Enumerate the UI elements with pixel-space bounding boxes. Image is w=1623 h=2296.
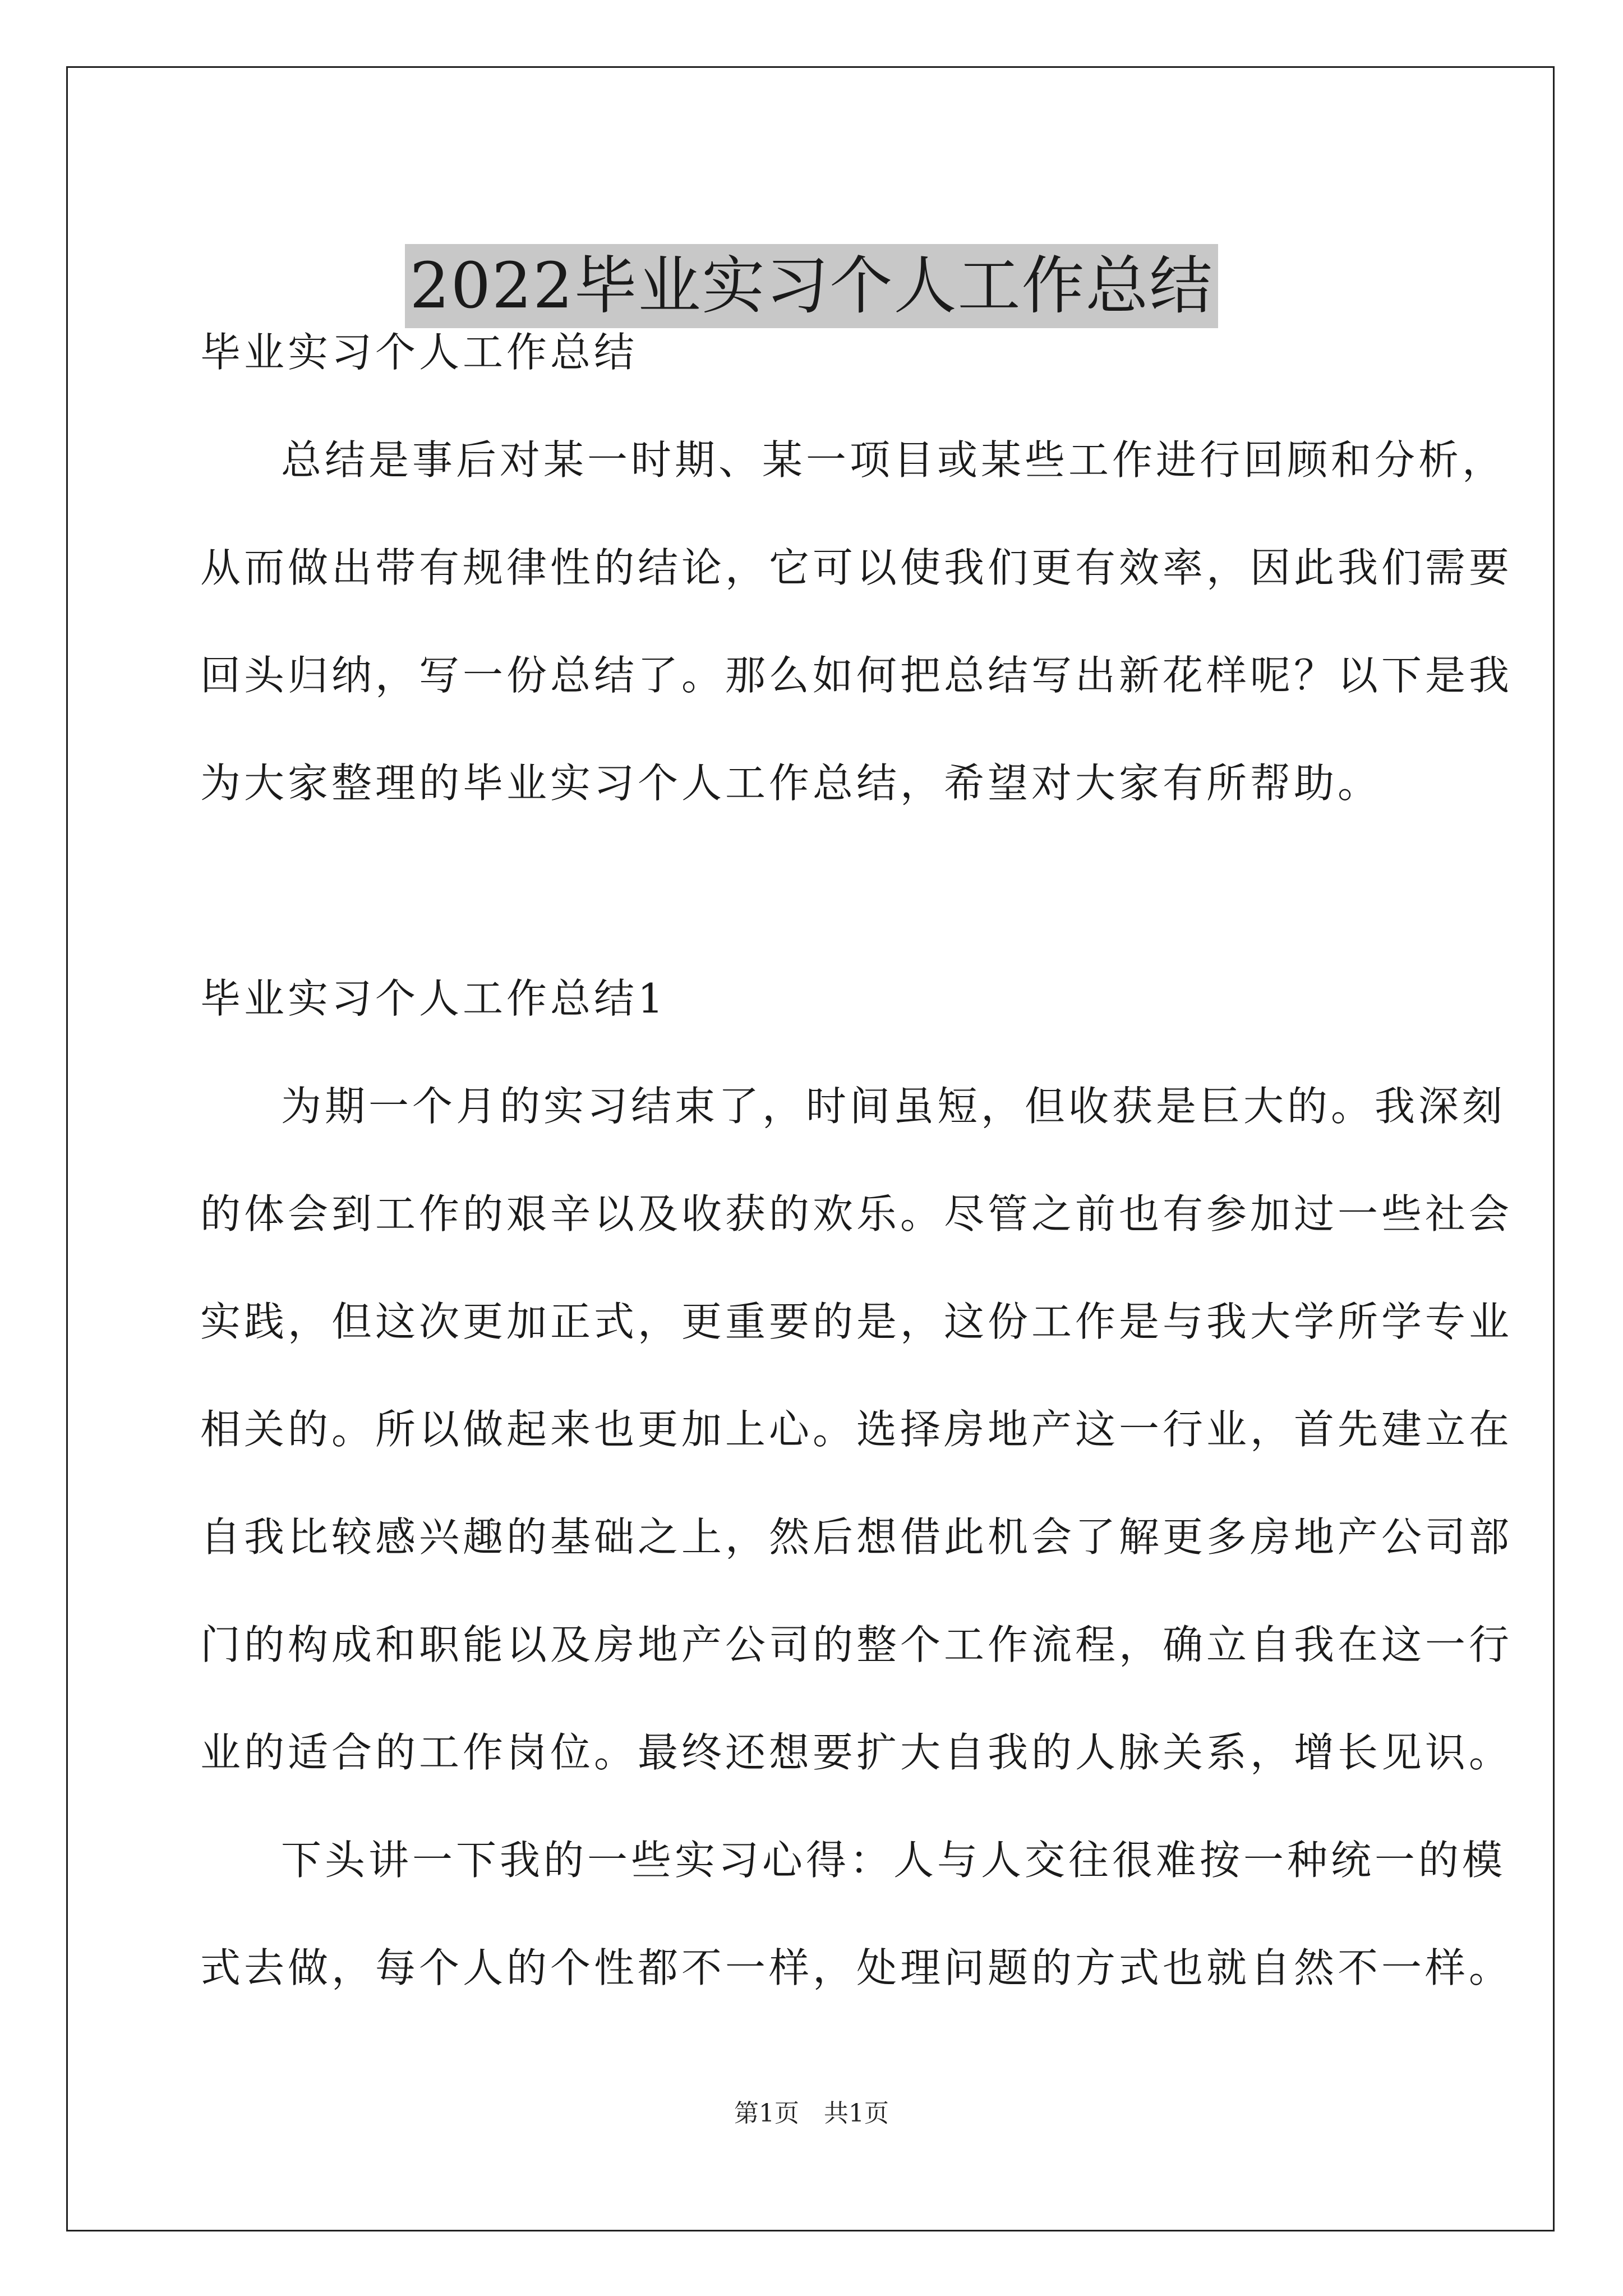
paragraph-line: 下头讲一下我的一些实习心得：人与人交往很难按一种统一的模 — [281, 1837, 1506, 1884]
paragraph-line: 为期一个月的实习结束了，时间虽短，但收获是巨大的。我深刻 — [281, 1083, 1506, 1130]
paragraph-line: 业的适合的工作岗位。最终还想要扩大自我的人脉关系，增长见识。 — [200, 1729, 1513, 1776]
paragraph-line: 实践，但这次更加正式，更重要的是，这份工作是与我大学所学专业 — [200, 1298, 1513, 1345]
section-heading: 毕业实习个人工作总结1 — [200, 975, 667, 1022]
section-paragraph-2 — [200, 1833, 1513, 1995]
intro-line: 回头归纳，写一份总结了。那么如何把总结写出新花样呢？以下是我 — [200, 652, 1513, 699]
paragraph-line: 式去做，每个人的个性都不一样，处理问题的方式也就自然不一样。 — [200, 1944, 1513, 1991]
intro-paragraph — [200, 433, 1513, 810]
intro-line: 从而做出带有规律性的结论，它可以使我们更有效率，因此我们需要 — [200, 544, 1513, 591]
document-title: 2022毕业实习个人工作总结 — [405, 244, 1218, 328]
paragraph-line: 相关的。所以做起来也更加上心。选择房地产这一行业，首先建立在 — [200, 1406, 1513, 1453]
intro-line: 为大家整理的毕业实习个人工作总结，希望对大家有所帮助。 — [200, 760, 1382, 807]
paragraph-line: 门的构成和职能以及房地产公司的整个工作流程，确立自我在这一行 — [200, 1621, 1513, 1668]
section-paragraph-1 — [200, 1079, 1513, 1779]
intro-line: 总结是事后对某一时期、某一项目或某些工作进行回顾和分析， — [281, 436, 1506, 484]
page-number-footer: 第1页 共1页 — [734, 2099, 889, 2128]
document-body — [200, 325, 1513, 1995]
paragraph-line: 的体会到工作的艰辛以及收获的欢乐。尽管之前也有参加过一些社会 — [200, 1190, 1513, 1237]
document-subtitle: 毕业实习个人工作总结 — [200, 329, 638, 376]
paragraph-line: 自我比较感兴趣的基础之上，然后想借此机会了解更多房地产公司部 — [200, 1513, 1513, 1561]
